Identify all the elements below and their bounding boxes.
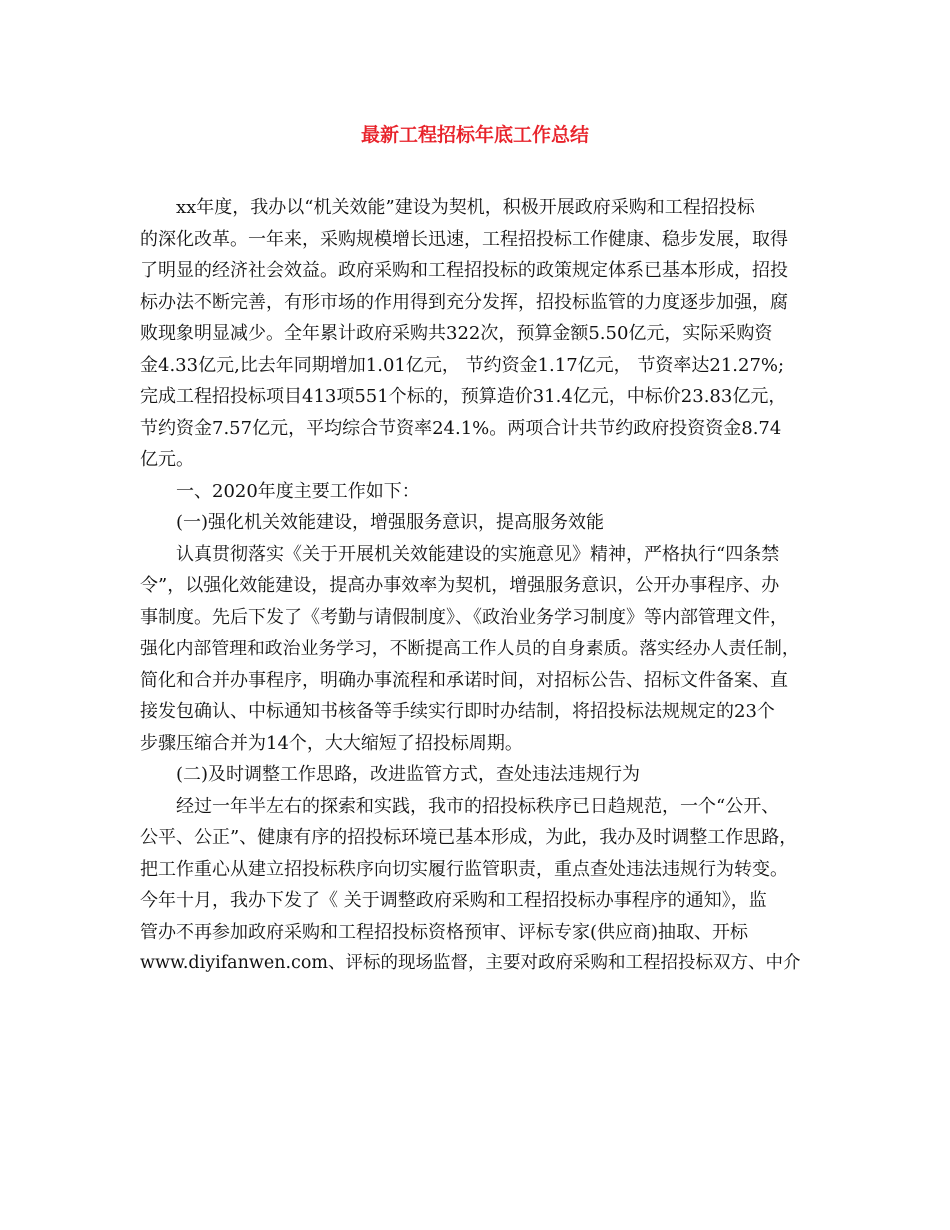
body-line: www.diyifanwen.com、评标的现场监督，主要对政府采购和工程招投标双方、中介 xyxy=(140,953,801,973)
body-line: 经过一年半左右的探索和实践，我市的招投标秩序已日趋规范，一个“公开、 xyxy=(176,795,780,817)
body-line: (一)强化机关效能建设，增强服务意识，提高服务效能 xyxy=(176,512,605,533)
body-line: 了明显的经济社会效益。政府采购和工程招投标的政策规定体系已基本形成，招投 xyxy=(140,260,788,281)
body-line: 一、2020年度主要工作如下： xyxy=(176,480,420,502)
body-line: 事制度。先后下发了《考勤与请假制度》、《政治业务学习制度》等内部管理文件， xyxy=(140,606,788,628)
body-line: 的深化改革。一年来，采购规模增长迅速，工程招投标工作健康、稳步发展，取得 xyxy=(140,228,788,250)
body-line: 节约资金7.57亿元，平均综合节资率24.1%。两项合计共节约政府投资资金8.74 xyxy=(140,417,782,439)
body-line: 败现象明显减少。全年累计政府采购共322次，预算金额5.50亿元，实际采购资 xyxy=(140,323,773,344)
document-title: 最新工程招标年底工作总结 xyxy=(360,124,589,146)
body-line: 步骤压缩合并为14个，大大缩短了招投标周期。 xyxy=(140,732,523,754)
body-line: 把工作重心从建立招投标秩序向切实履行监管职责，重点查处违法违规行为转变。 xyxy=(140,858,788,880)
body-line: 管办不再参加政府采购和工程招投标资格预审、评标专家(供应商)抽取、开标 xyxy=(140,921,749,943)
body-line: (二)及时调整工作思路，改进监管方式，查处违法违规行为 xyxy=(176,764,641,785)
body-line: 简化和合并办事程序，明确办事流程和承诺时间，对招标公告、招标文件备案、直 xyxy=(140,669,788,691)
body-line: 公平、公正”、健康有序的招投标环境已基本形成，为此，我办及时调整工作思路， xyxy=(140,827,798,848)
body-line: 标办法不断完善，有形市场的作用得到充分发挥，招投标监管的力度逐步加强，腐 xyxy=(140,291,788,313)
body-line: 认真贯彻落实《关于开展机关效能建设的实施意见》精神，严格执行“四条禁 xyxy=(176,543,780,565)
body-line: 接发包确认、中标通知书核备等手续实行即时办结制，将招投标法规规定的23个 xyxy=(140,701,775,722)
body-line: 令”，以强化效能建设，提高办事效率为契机，增强服务意识，公开办事程序、办 xyxy=(140,575,780,596)
document-body xyxy=(140,192,800,980)
body-line: 完成工程招投标项目413项551个标的，预算造价31.4亿元，中标价23.83亿元， xyxy=(140,386,787,407)
body-line: 强化内部管理和政治业务学习，不断提高工作人员的自身素质。落实经办人责任制， xyxy=(140,638,800,659)
body-line: 金4.33亿元,比去年同期增加1.01亿元， 节约资金1.17亿元， 节资率达21.27%; xyxy=(140,354,785,376)
body-line: xx年度，我办以“机关效能”建设为契机，积极开展政府采购和工程招投标 xyxy=(176,197,755,218)
body-line: 今年十月，我办下发了《 关于调整政府采购和工程招投标办事程序的通知》，监 xyxy=(140,890,767,911)
body-line: 亿元。 xyxy=(140,449,194,470)
